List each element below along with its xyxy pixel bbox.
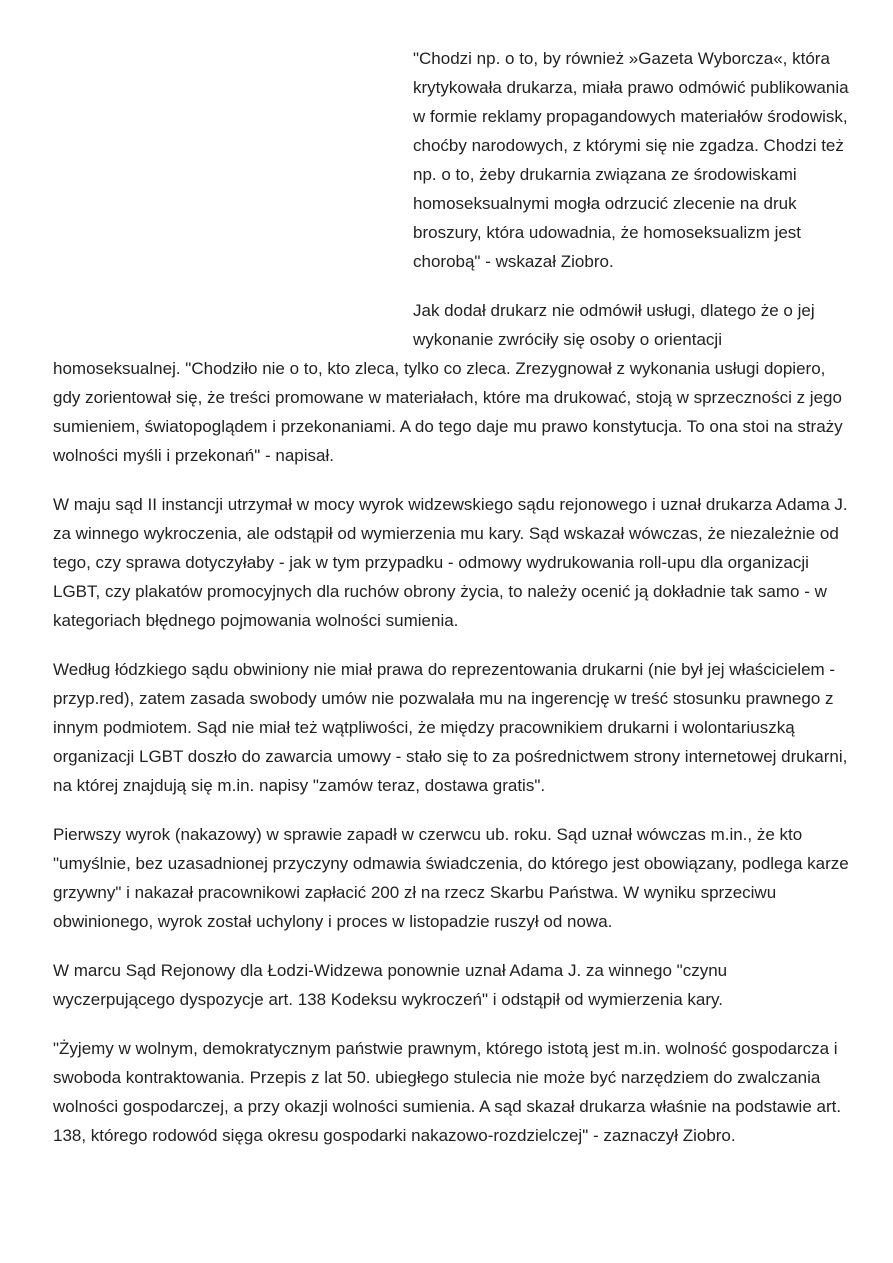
article-paragraph-1: "Chodzi np. o to, by również »Gazeta Wyborcza«, która krytykowała drukarza, miała prawo odmówić publikowania w formie reklamy propagandowych materiałów środowisk, choćby narodowych, z którymi się nie zgadza. Chodzi też np. o to, żeby drukarnia związana ze środowiskami homoseksualnymi mogła odrzucić zlecenie na druk broszury, która udowadnia, że homoseksualizm jest chorobą" - wskazał Ziobro. [413,49,849,271]
article-paragraph-5: Pierwszy wyrok (nakazowy) w sprawie zapadł w czerwcu ub. roku. Sąd uznał wówczas m.in., że kto "umyślnie, bez uzasadnionej przyczyny odmawia świadczenia, do którego jest obowiązany, podlega karze grzywny" i nakazał pracownikowi zapłacić 200 zł na rzecz Skarbu Państwa. W wyniku sprzeciwu obwinionego, wyrok został uchylony i proces w listopadzie ruszył od nowa. [53,825,849,931]
float-spacer [53,44,413,334]
article-paragraph-7: "Żyjemy w wolnym, demokratycznym państwie prawnym, którego istotą jest m.in. wolność gospodarcza i swoboda kontraktowania. Przepis z lat 50. ubiegłego stulecia nie może być narzędziem do zwalczania wolności gospodarczej, a przy okazji wolności sumienia. A sąd skazał drukarza właśnie na podstawie art. 138, którego rodowód sięga okresu gospodarki nakazowo-rozdzielczej" - zaznaczył Ziobro. [53,1039,842,1145]
article-paragraph-2: Jak dodał drukarz nie odmówił usługi, dlatego że o jej wykonanie zwróciły się osoby o orientacji homoseksualnej. "Chodziło nie o to, kto zleca, tylko co zleca. Zrezygnował z wykonania usługi dopiero, gdy zorientował się, że treści promowane w materiałach, które ma drukować, stoją w sprzeczności z jego sumieniem, światopoglądem i przekonaniami. A do tego daje mu prawo konstytucja. To ona stoi na straży wolności myśli i przekonań" - napisał. [53,301,843,465]
article-paragraph-6: W marcu Sąd Rejonowy dla Łodzi-Widzewa ponownie uznał Adama J. za winnego "czynu wyczerpującego dyspozycje art. 138 Kodeksu wykroczeń" i odstąpił od wymierzenia kary. [53,961,728,1009]
article-paragraph-3: W maju sąd II instancji utrzymał w mocy wyrok widzewskiego sądu rejonowego i uznał drukarza Adama J. za winnego wykroczenia, ale odstąpił od wymierzenia mu kary. Sąd wskazał wówczas, że niezależnie od tego, czy sprawa dotyczyłaby - jak w tym przypadku - odmowy wydrukowania roll-upu dla organizacji LGBT, czy plakatów promocyjnych dla ruchów obrony życia, to należy ocenić ją dokładnie tak samo - w kategoriach błędnego pojmowania wolności sumienia. [53,495,848,630]
article-body [53,44,853,1170]
article-paragraph-4: Według łódzkiego sądu obwiniony nie miał prawa do reprezentowania drukarni (nie był jej właścicielem - przyp.red), zatem zasada swobody umów nie pozwalała mu na ingerencję w treść stosunku prawnego z innym podmiotem. Sąd nie miał też wątpliwości, że między pracownikiem drukarni i wolontariuszką organizacji LGBT doszło do zawarcia umowy - stało się to za pośrednictwem strony internetowej drukarni, na której znajdują się m.in. napisy "zamów teraz, dostawa gratis". [53,660,848,795]
